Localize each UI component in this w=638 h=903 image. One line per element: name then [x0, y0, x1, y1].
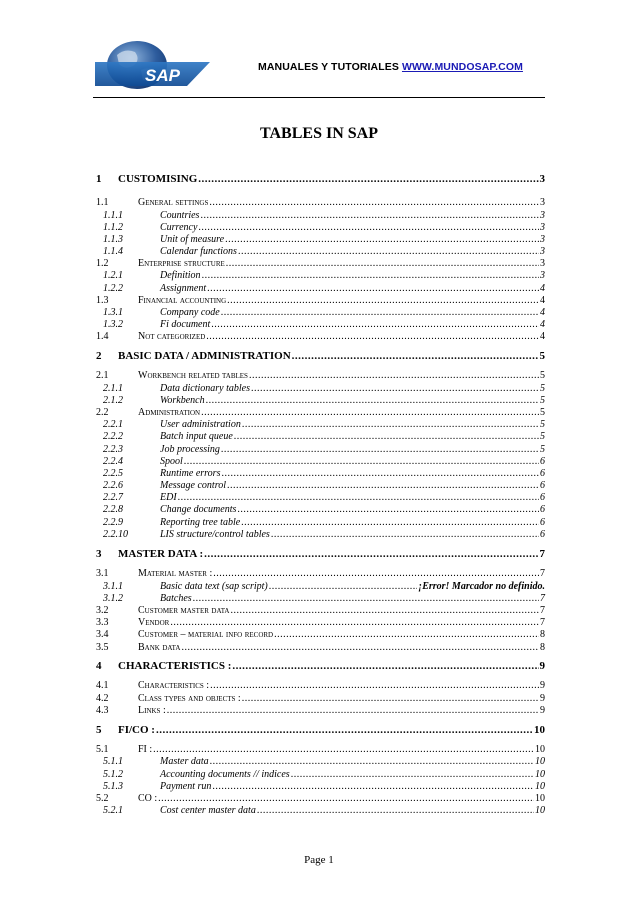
- toc-entry-label: Vendor: [138, 617, 170, 628]
- toc-entry-number: 1.4: [96, 331, 109, 342]
- toc-dot-leader: [210, 679, 539, 692]
- toc-entry-label: Change documents: [160, 504, 237, 515]
- toc-entry-number: 2.1.1: [103, 383, 123, 394]
- toc-dot-leader: [249, 369, 539, 382]
- toc-dot-leader: [206, 330, 539, 343]
- toc-entry-line: [138, 369, 545, 382]
- toc-entry-label: Job processing: [160, 444, 220, 455]
- toc-entry-page: 3: [540, 270, 545, 281]
- toc-entry[interactable]: [96, 172, 545, 187]
- toc-entry[interactable]: [96, 269, 545, 282]
- toc-entry-label: Workbench: [160, 395, 205, 406]
- toc-entry-number: 4: [96, 660, 102, 672]
- toc-entry-page: 8: [540, 629, 545, 640]
- toc-entry[interactable]: [96, 567, 545, 580]
- toc-entry-number: 3.5: [96, 642, 109, 653]
- toc-entry-page: 5: [540, 444, 545, 455]
- toc-entry-number: 1.1.3: [103, 234, 123, 245]
- toc-dot-leader: [292, 349, 539, 364]
- toc-entry[interactable]: [96, 430, 545, 443]
- toc-entry-number: 3.1.1: [103, 581, 123, 592]
- toc-entry-label: Customer – material info record: [138, 629, 274, 640]
- toc-entry-number: 2.2.4: [103, 456, 123, 467]
- toc-entry-line: [118, 349, 545, 364]
- toc-dot-leader: [210, 755, 534, 768]
- toc-entry-label: Data dictionary tables: [160, 383, 250, 394]
- toc-entry-number: 1.1: [96, 197, 109, 208]
- toc-entry-line: [118, 723, 545, 738]
- toc-entry-line: [160, 528, 545, 541]
- toc-entry-number: 2.2.3: [103, 444, 123, 455]
- toc-entry-number: 2.1.2: [103, 395, 123, 406]
- toc-entry-page: 10: [535, 769, 545, 780]
- toc-entry-label: Material master :: [138, 568, 213, 579]
- toc-entry-line: [160, 755, 545, 768]
- toc-entry-number: 1.3: [96, 295, 109, 306]
- toc-entry-line: [138, 567, 545, 580]
- toc-dot-leader: [209, 196, 539, 209]
- toc-entry-label: Assignment: [160, 283, 207, 294]
- toc-entry-number: 2.2.2: [103, 431, 123, 442]
- toc-entry-label: Payment run: [160, 781, 212, 792]
- toc-entry-label: Enterprise structure: [138, 258, 225, 269]
- toc-entry-page: 4: [540, 331, 545, 342]
- toc-entry[interactable]: [96, 349, 545, 364]
- toc-entry-page: 6: [540, 468, 545, 479]
- toc-entry-page: 3: [540, 258, 545, 269]
- toc-entry-page: 5: [540, 419, 545, 430]
- toc-entry-page: 10: [535, 756, 545, 767]
- toc-entry-number: 2.2.10: [103, 529, 128, 540]
- toc-entry-line: [118, 659, 545, 674]
- toc-entry-number: 2: [96, 350, 102, 362]
- toc-entry[interactable]: [96, 196, 545, 209]
- toc-dot-leader: [232, 659, 538, 674]
- toc-entry-page: 5: [540, 395, 545, 406]
- toc-entry-label: Batches: [160, 593, 192, 604]
- toc-dot-leader: [202, 269, 539, 282]
- toc-entry-line: [160, 430, 545, 443]
- toc-entry-page: 9: [539, 660, 545, 672]
- toc-entry-number: 5.2: [96, 793, 109, 804]
- toc-entry-number: 2.1: [96, 370, 109, 381]
- toc-entry-label: Countries: [160, 210, 200, 221]
- toc-entry-label: Links :: [138, 705, 166, 716]
- toc-entry-label: Characteristics :: [138, 680, 210, 691]
- toc-entry-page: 3: [540, 246, 545, 257]
- toc-entry-label: Fi document: [160, 319, 211, 330]
- toc-entry-page: 10: [535, 805, 545, 816]
- toc-entry-page: 5: [540, 431, 545, 442]
- toc-entry-page: 6: [540, 492, 545, 503]
- header-caption: [258, 61, 523, 73]
- toc-entry[interactable]: [96, 723, 545, 738]
- toc-entry-number: 2.2.1: [103, 419, 123, 430]
- toc-entry[interactable]: [96, 330, 545, 343]
- toc-entry-page: 7: [540, 617, 545, 628]
- toc-entry-number: 1.1.2: [103, 222, 123, 233]
- toc-entry-page: 5: [540, 370, 545, 381]
- toc-entry-label: Reporting tree table: [160, 517, 241, 528]
- toc-entry-label: Calendar functions: [160, 246, 237, 257]
- toc-entry-label: CHARACTERISTICS :: [118, 660, 232, 672]
- toc-dot-leader: [156, 723, 533, 738]
- toc-entry-label: Administration: [138, 407, 201, 418]
- toc-entry-line: [118, 547, 545, 562]
- toc-entry-number: 1.3.1: [103, 307, 123, 318]
- toc-entry-page: 4: [540, 307, 545, 318]
- toc-entry[interactable]: [96, 659, 545, 674]
- toc-entry-label: LIS structure/control tables: [160, 529, 270, 540]
- toc-entry-number: 3.3: [96, 617, 109, 628]
- toc-entry-number: 4.1: [96, 680, 109, 691]
- toc-entry-page: 10: [535, 781, 545, 792]
- toc-entry-page: 6: [540, 480, 545, 491]
- toc-entry-line: [160, 804, 545, 817]
- toc-entry[interactable]: [96, 503, 545, 516]
- toc-entry-label: Class types and objects :: [138, 693, 241, 704]
- toc-entry[interactable]: [96, 641, 545, 654]
- toc-dot-leader: [257, 804, 534, 817]
- toc-entry-label: CUSTOMISING: [118, 173, 198, 185]
- toc-entry-page: 6: [540, 517, 545, 528]
- toc-entry-page: 6: [540, 456, 545, 467]
- toc-entry-page: 9: [540, 693, 545, 704]
- toc-entry[interactable]: [96, 804, 545, 817]
- toc-entry-page: 7: [540, 605, 545, 616]
- toc-entry-number: 2.2: [96, 407, 109, 418]
- toc-entry-number: 3.4: [96, 629, 109, 640]
- toc-entry-label: Batch input queue: [160, 431, 233, 442]
- toc-dot-leader: [167, 704, 539, 717]
- toc-entry-page: 3: [540, 210, 545, 221]
- toc-entry-page: 5: [539, 350, 545, 362]
- toc-entry-label: Runtime errors: [160, 468, 221, 479]
- toc-entry-label: Unit of measure: [160, 234, 225, 245]
- page-header: [0, 0, 638, 100]
- toc-entry-number: 5: [96, 724, 102, 736]
- toc-entry-line: [138, 628, 545, 641]
- toc-entry-number: 1.1.1: [103, 210, 123, 221]
- toc-dot-leader: [213, 567, 539, 580]
- toc-entry-number: 3.1.2: [103, 593, 123, 604]
- toc-dot-leader: [271, 528, 539, 541]
- toc-entry-number: 5.1: [96, 744, 109, 755]
- toc-entry-label: Definition: [160, 270, 201, 281]
- toc-entry-number: 2.2.8: [103, 504, 123, 515]
- toc-entry-page: 4: [540, 319, 545, 330]
- toc-entry-line: [138, 641, 545, 654]
- toc-entry-page: 3: [540, 197, 545, 208]
- toc-dot-leader: [204, 547, 538, 562]
- toc-entry-page: 4: [540, 283, 545, 294]
- toc-entry-label: Spool: [160, 456, 183, 467]
- toc-entry-number: 2.2.6: [103, 480, 123, 491]
- toc-entry-page: 7: [539, 548, 545, 560]
- toc-entry-label: Accounting documents // indices: [160, 769, 290, 780]
- toc-entry-number: 3.2: [96, 605, 109, 616]
- toc-entry[interactable]: [96, 369, 545, 382]
- toc-entry-page: 5: [540, 383, 545, 394]
- toc-dot-leader: [234, 430, 539, 443]
- toc-entry-number: 1.2.2: [103, 283, 123, 294]
- toc-entry-label: Basic data text (sap script): [160, 581, 268, 592]
- toc-entry-number: 4.2: [96, 693, 109, 704]
- toc-entry-label: Master data: [160, 756, 209, 767]
- toc-entry-number: 1.2.1: [103, 270, 123, 281]
- toc-entry-label: BASIC DATA / ADMINISTRATION: [118, 350, 291, 362]
- toc-entry-line: [138, 679, 545, 692]
- toc-entry-page: 6: [540, 529, 545, 540]
- toc-entry-page: 10: [535, 744, 545, 755]
- toc-entry-label: Cost center master data: [160, 805, 256, 816]
- sap-logo: [95, 40, 215, 90]
- toc-entry-number: 2.2.7: [103, 492, 123, 503]
- toc-entry-label: Bank data: [138, 642, 181, 653]
- toc-entry-number: 1: [96, 173, 102, 185]
- toc-entry-label: Customer master data: [138, 605, 230, 616]
- toc-entry[interactable]: [96, 528, 545, 541]
- toc-entry-page: 7: [540, 568, 545, 579]
- toc-entry[interactable]: [96, 628, 545, 641]
- toc-entry-number: 5.1.1: [103, 756, 123, 767]
- toc-entry-label: Currency: [160, 222, 198, 233]
- toc-entry-page: 7: [540, 593, 545, 604]
- toc-entry-label: FI/CO :: [118, 724, 155, 736]
- toc-entry-page: 9: [540, 680, 545, 691]
- toc-entry-page: 8: [540, 642, 545, 653]
- toc-dot-leader: [181, 641, 539, 654]
- toc-entry-label: Company code: [160, 307, 220, 318]
- toc-entry[interactable]: [96, 547, 545, 562]
- toc-entry-line: [138, 330, 545, 343]
- toc-entry-number: 1.1.4: [103, 246, 123, 257]
- page-number: Page 1: [304, 854, 334, 866]
- toc-entry-label: FI :: [138, 744, 153, 755]
- toc-entry-page: 9: [540, 705, 545, 716]
- mundosap-link[interactable]: WWW.MUNDOSAP.COM: [401, 61, 523, 73]
- header-caption-prefix: MANUALES Y TUTORIALES: [258, 61, 402, 73]
- toc-dot-leader: [237, 503, 539, 516]
- toc-entry-line: [160, 269, 545, 282]
- toc-entry-number: 2.2.5: [103, 468, 123, 479]
- toc-dot-leader: [198, 172, 538, 187]
- toc-entry-label: User administration: [160, 419, 241, 430]
- toc-entry[interactable]: [96, 679, 545, 692]
- toc-entry-label: Workbench related tables: [138, 370, 248, 381]
- toc-entry-page: 3: [540, 222, 545, 233]
- document-title: TABLES IN SAP: [260, 125, 378, 142]
- toc-entry-label: General settings: [138, 197, 209, 208]
- toc-entry[interactable]: [96, 755, 545, 768]
- toc-entry-line: [138, 704, 545, 717]
- toc-entry-page: 3: [539, 173, 545, 185]
- toc-entry-page: 3: [540, 234, 545, 245]
- toc-entry-number: 1.3.2: [103, 319, 123, 330]
- toc-entry-label: Not categorized: [138, 331, 206, 342]
- sap-logo-text: SAP: [145, 66, 180, 85]
- toc-bookmark-error: ¡Error! Marcador no definido.: [418, 581, 545, 592]
- toc-entry-number: 2.2.9: [103, 517, 123, 528]
- toc-entry-label: Message control: [160, 480, 227, 491]
- toc-entry[interactable]: [96, 704, 545, 717]
- toc-entry-number: 4.3: [96, 705, 109, 716]
- toc-entry-page: 10: [535, 793, 545, 804]
- toc-entry-label: MASTER DATA :: [118, 548, 204, 560]
- header-divider: [93, 97, 545, 98]
- toc-entry-label: CO :: [138, 793, 158, 804]
- toc-entry-page: 10: [534, 724, 545, 736]
- toc-entry-label: EDI: [160, 492, 177, 503]
- toc-entry-number: 5.1.2: [103, 769, 123, 780]
- toc-entry-number: 1.2: [96, 258, 109, 269]
- toc-entry-line: [118, 172, 545, 187]
- toc-entry-line: [138, 196, 545, 209]
- toc-entry-page: 4: [540, 295, 545, 306]
- toc-entry-number: 3: [96, 548, 102, 560]
- toc-entry-label: Financial accounting: [138, 295, 227, 306]
- toc-entry-number: 5.2.1: [103, 805, 123, 816]
- toc-entry-line: [160, 503, 545, 516]
- toc-entry-number: 5.1.3: [103, 781, 123, 792]
- toc-entry-page: 5: [540, 407, 545, 418]
- toc-entry-page: 6: [540, 504, 545, 515]
- toc-entry-number: 3.1: [96, 568, 109, 579]
- toc-dot-leader: [274, 628, 539, 641]
